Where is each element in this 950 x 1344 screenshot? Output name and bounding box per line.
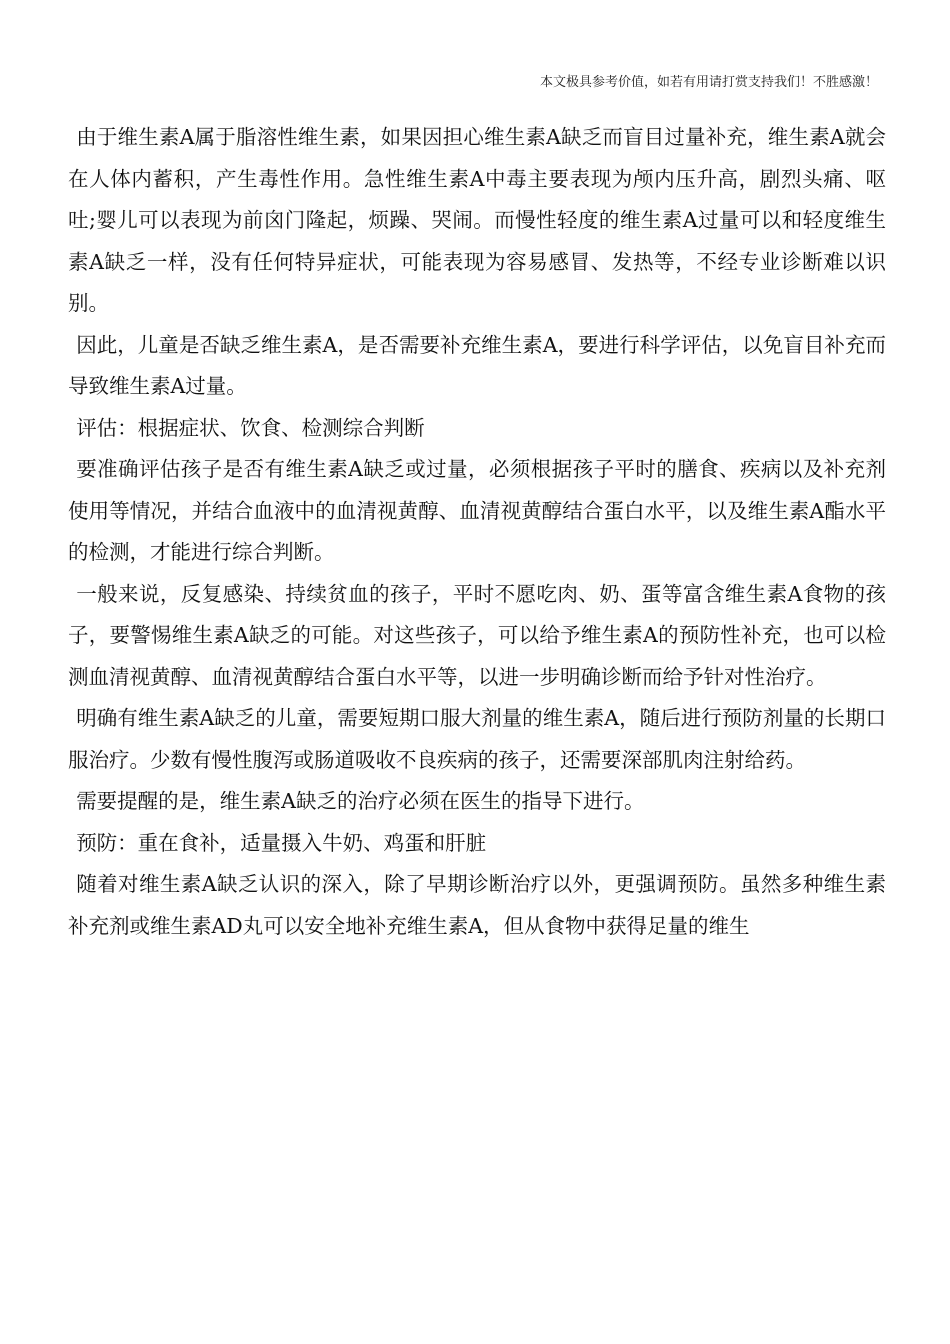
paragraph-scientific-assessment: 因此，儿童是否缺乏维生素A，是否需要补充维生素A，要进行科学评估，以免盲目补充而导致维生素A过量。 [68,332,886,398]
paragraph-risk-children: 一般来说，反复感染、持续贫血的孩子，平时不愿吃肉、奶、蛋等富含维生素A食物的孩子，要警惕维生素A缺乏的可能。对这些孩子，可以给予维生素A的预防性补充，也可以检测血清视黄醇、血清视黄醇结合蛋白水平等，以进一步明确诊断而给予针对性治疗。 [68,581,886,689]
paragraph-overdose-risk: 由于维生素A属于脂溶性维生素，如果因担心维生素A缺乏而盲目过量补充，维生素A就会在人体内蓄积，产生毒性作用。急性维生素A中毒主要表现为颅内压升高，剧烈头痛、呕吐;婴儿可以表现为前囟门隆起，烦躁、哭闹。而慢性轻度的维生素A过量可以和轻度维生素A缺乏一样，没有任何特异症状，可能表现为容易感冒、发热等，不经专业诊断难以识别。 [68,125,886,315]
article-body [68,117,886,947]
paragraph-prevention: 随着对维生素A缺乏认识的深入，除了早期诊断治疗以外，更强调预防。虽然多种维生素补充剂或维生素AD丸可以安全地补充维生素A，但从食物中获得足量的维生 [68,872,886,938]
paragraph-doctor-guidance: 需要提醒的是，维生素A缺乏的治疗必须在医生的指导下进行。 [76,789,645,813]
paragraph-accurate-evaluation: 要准确评估孩子是否有维生素A缺乏或过量，必须根据孩子平时的膳食、疾病以及补充剂使用等情况，并结合血液中的血清视黄醇、血清视黄醇结合蛋白水平，以及维生素A酯水平的检测，才能进行综合判断。 [68,457,886,564]
section-heading-assessment: 评估：根据症状、饮食、检测综合判断 [76,415,425,440]
paragraph-treatment: 明确有维生素A缺乏的儿童，需要短期口服大剂量的维生素A，随后进行预防剂量的长期口服治疗。少数有慢性腹泻或肠道吸收不良疾病的孩子，还需要深部肌肉注射给药。 [68,706,886,772]
header-note: 本文极具参考价值，如若有用请打赏支持我们！不胜感激！ [539,75,878,90]
section-heading-prevention: 预防：重在食补，适量摄入牛奶、鸡蛋和肝脏 [76,830,487,855]
